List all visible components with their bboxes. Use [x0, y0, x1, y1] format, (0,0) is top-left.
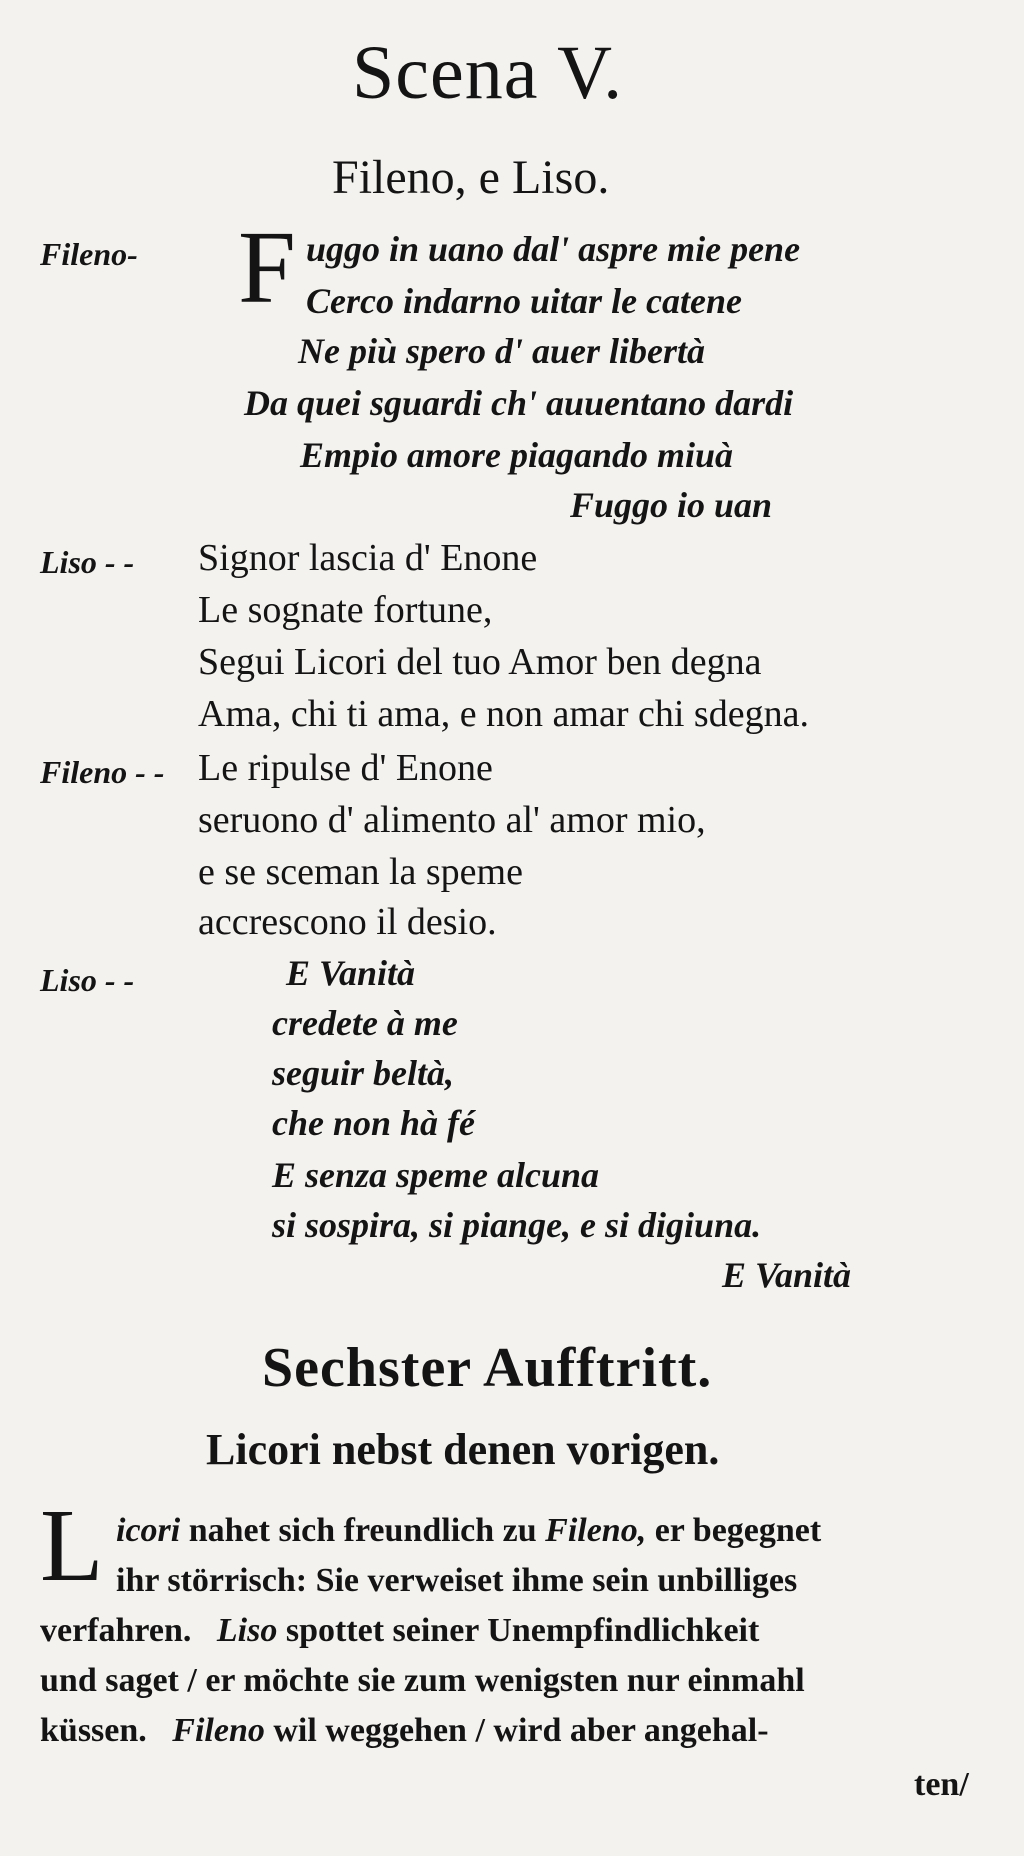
speaker-fileno: Fileno-: [40, 236, 138, 272]
verse-line: Ama, chi ti ama, e non amar chi sdegna.: [198, 693, 809, 735]
verse-line: che non hà fé: [272, 1103, 476, 1143]
german-text-line: und saget / er möchte sie zum wenigsten nur einmahl: [40, 1662, 805, 1699]
german-text-line: ihr störrisch: Sie verweiset ihme sein unbilliges: [116, 1562, 798, 1599]
verse-line: E senza speme alcuna: [272, 1155, 600, 1195]
speaker-liso: Liso - -: [40, 544, 135, 580]
verse-line: Le sognate fortune,: [198, 589, 493, 631]
verse-line: accrescono il desio.: [198, 901, 497, 943]
german-text-line: verfahren. Liso spottet seiner Unempfindlichkeit: [40, 1612, 760, 1649]
german-text-line: icori nahet sich freundlich zu Fileno, er begegnet: [116, 1512, 822, 1549]
verse-line: Signor lascia d' Enone: [198, 537, 538, 579]
speaker-liso: Liso - -: [40, 962, 135, 998]
verse-line: e se sceman la speme: [198, 851, 523, 893]
verse-line: seruono d' alimento al' amor mio,: [198, 799, 706, 841]
german-heading: Sechster Aufftritt.: [262, 1337, 713, 1399]
verse-line: Le ripulse d' Enone: [198, 747, 493, 789]
dropcap-l: L: [40, 1488, 104, 1603]
scene-title: Scena V.: [352, 31, 624, 115]
verse-line: si sospira, si piange, e si digiuna.: [272, 1205, 762, 1245]
verse-line: Empio amore piagando miuà: [300, 435, 734, 475]
verse-line: Fuggo io uan: [570, 485, 773, 525]
verse-line: Ne più spero d' auer libertà: [298, 331, 706, 371]
speaker-fileno: Fileno - -: [40, 754, 165, 790]
verse-line: Cerco indarno uitar le catene: [306, 281, 743, 321]
scene-characters: Fileno, e Liso.: [332, 151, 610, 204]
verse-line: uggo in uano dal' aspre mie pene: [306, 229, 801, 269]
verse-line: E Vanità: [722, 1255, 852, 1295]
verse-line: Da quei sguardi ch' auuentano dardi: [244, 383, 794, 423]
verse-line: seguir beltà,: [272, 1053, 455, 1093]
german-text-line: küssen. Fileno wil weggehen / wird aber angehal-: [40, 1712, 769, 1749]
verse-line: credete à me: [272, 1003, 458, 1043]
german-text-line: ten/: [914, 1766, 969, 1803]
verse-line: Segui Licori del tuo Amor ben degna: [198, 641, 762, 683]
german-subheading: Licori nebst denen vorigen.: [206, 1425, 720, 1474]
dropcap-f: F: [238, 210, 296, 325]
verse-line: E Vanità: [286, 953, 416, 993]
